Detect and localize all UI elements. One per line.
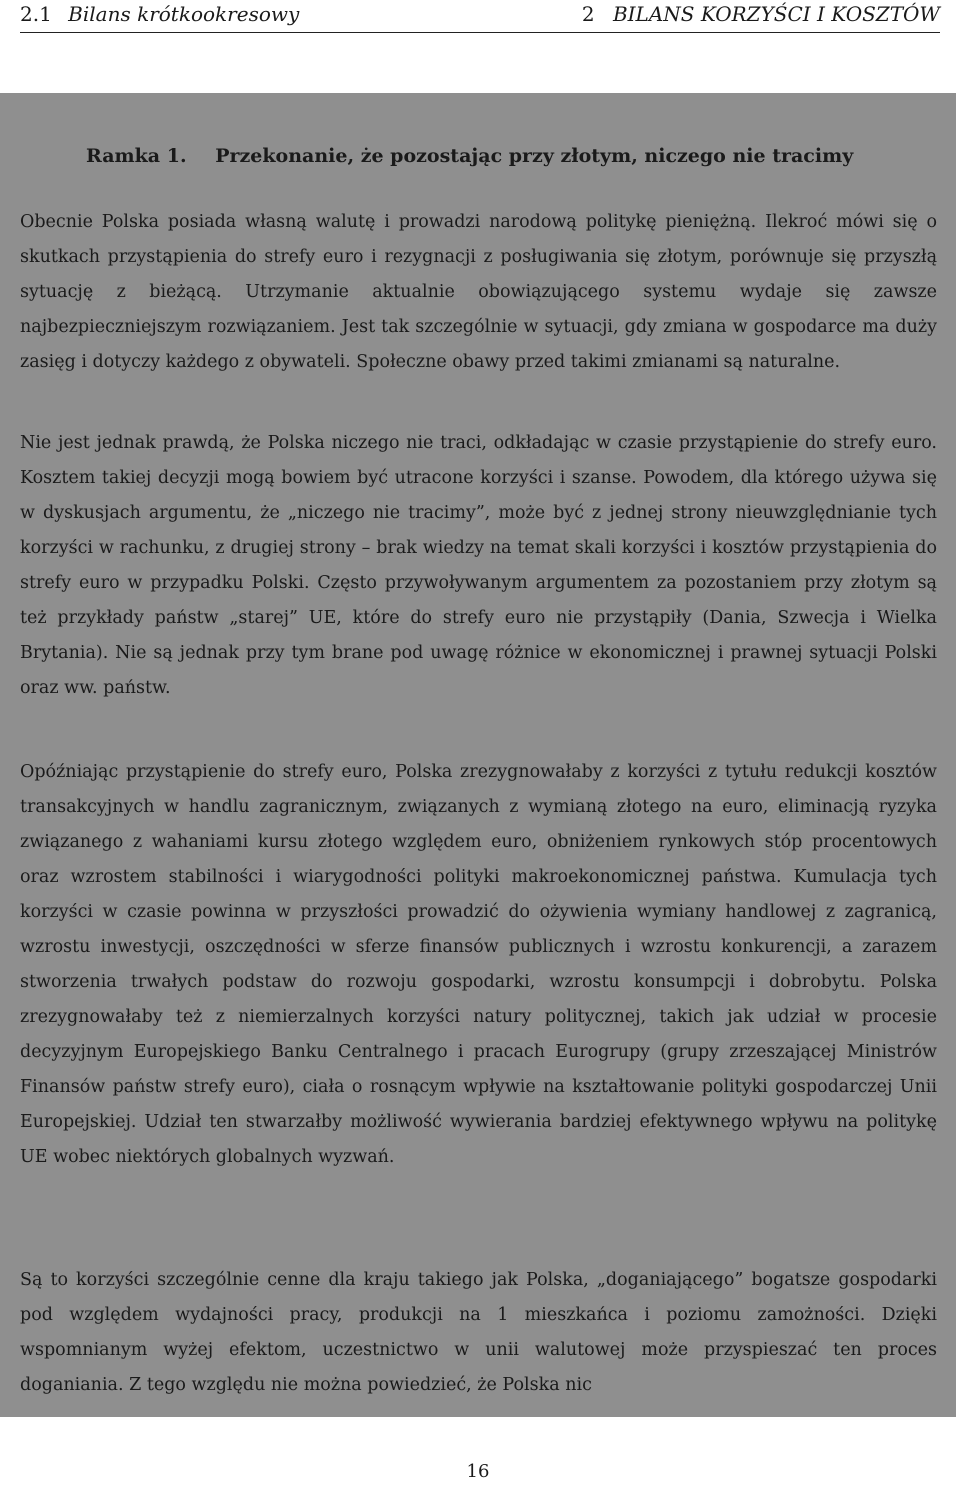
box-heading: Przekonanie, że pozostając przy złotym, niczego nie tracimy [215, 145, 854, 167]
box-paragraph: Są to korzyści szczególnie cenne dla kraju takiego jak Polska, „doganiającego” bogatsze gospodarki pod względem wydajności pracy, produkcji na 1 mieszkańca i poziomu zamożności. Dzięki wspomnianym wyżej efektom, uczestnictwo w unii walutowej może przyspieszać ten proces doganiania. Z tego względu nie można powiedzieć, że Polska nic [20, 1270, 937, 1395]
header-section-left [20, 0, 299, 28]
header-section-title: Bilans krótkookresowy [68, 2, 300, 26]
header-chapter-right [582, 0, 940, 28]
box-paragraph: Obecnie Polska posiada własną walutę i prowadzi narodową politykę pieniężną. Ilekroć mówi się o skutkach przystąpienia do strefy euro i rezygnacji z posługiwania się złotym, porównuje się przyszłą sytuację z bieżącą. Utrzymanie aktualnie obowiązującego systemu wydaje się zawsze najbezpieczniejszym rozwiązaniem. Jest tak szczególnie w sytuacji, gdy zmiana w gospodarce ma duży zasięg i dotyczy każdego z obywateli. Społeczne obawy przed takimi zmianami są naturalne. [20, 212, 937, 372]
page-number: 16 [466, 1461, 490, 1482]
box-label: Ramka 1. [86, 145, 187, 167]
header-chapter-title: BILANS KORZYŚCI I KOSZTÓW [612, 2, 940, 26]
running-header [20, 0, 940, 33]
header-chapter-number: 2 [581, 2, 595, 26]
box-title [86, 143, 853, 169]
box-paragraph: Opóźniając przystąpienie do strefy euro, Polska zrezygnowałaby z korzyści z tytułu redukcji kosztów transakcyjnych w handlu zagranicznym, związanych z wymianą złotego na euro, eliminacją ryzyka związanego z wahaniami kursu złotego względem euro, obniżeniem rynkowych stóp procentowych oraz wzrostem stabilności i wiarygodności polityki makroekonomicznej państwa. Kumulacja tych korzyści w czasie powinna w przyszłości prowadzić do ożywienia wymiany handlowej z zagranicą, wzrostu inwestycji, oszczędności w sferze finansów publicznych i wzrostu konkurencji, a zarazem stworzenia trwałych podstaw do rozwoju gospodarki, wzrostu konsumpcji i dobrobytu. Polska zrezygnowałaby też z niemierzalnych korzyści natury politycznej, takich jak udział w procesie decyzyjnym Europejskiego Banku Centralnego i pracach Eurogrupy (grupy zrzeszającej Ministrów Finansów państw strefy euro), ciała o rosnącym wpływie na kształtowanie polityki gospodarczej Unii Europejskiej. Udział ten stwarzałby możliwość wywierania bardziej efektywnego wpływu na politykę UE wobec niektórych globalnych wyzwań. [20, 762, 937, 1167]
box-paragraph: Nie jest jednak prawdą, że Polska niczego nie traci, odkładając w czasie przystąpienie do strefy euro. Kosztem takiej decyzji mogą bowiem być utracone korzyści i szanse. Powodem, dla którego używa się w dyskusjach argumentu, że „niczego nie tracimy”, może być z jednej strony nieuwzględnianie tych korzyści w rachunku, z drugiej strony – brak wiedzy na temat skali korzyści i kosztów przystąpienia do strefy euro w przypadku Polski. Często przywoływanym argumentem za pozostaniem przy złotym są też przykłady państw „starej” UE, które do strefy euro nie przystąpiły (Dania, Szwecja i Wielka Brytania). Nie są jednak przy tym brane pod uwagę różnice w ekonomicznej i prawnej sytuacji Polski oraz ww. państw. [20, 433, 937, 698]
header-section-number: 2.1 [20, 2, 52, 26]
